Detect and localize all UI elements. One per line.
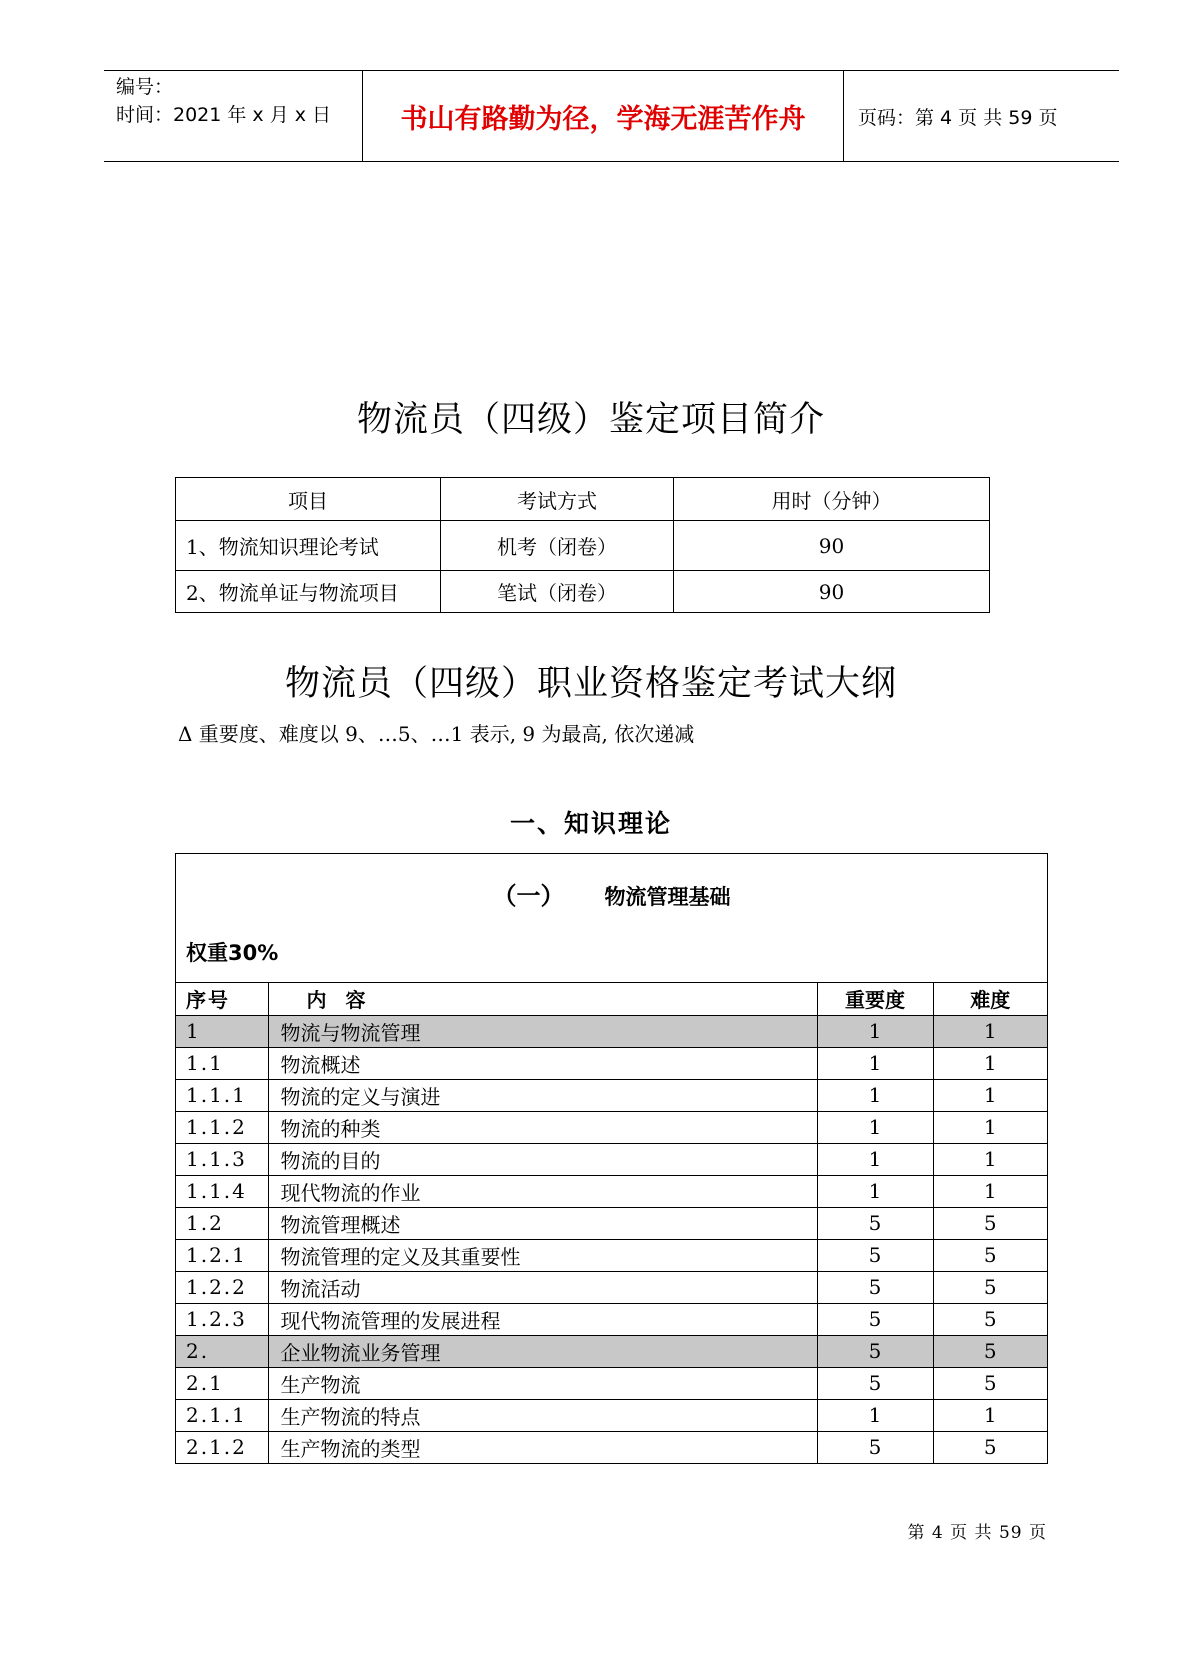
table-header-row — [176, 478, 990, 521]
table-row — [176, 1367, 1047, 1399]
table-row — [176, 1015, 1047, 1047]
exam-summary-table — [175, 477, 990, 613]
header-cell-difficulty: 难度 — [933, 983, 1047, 1015]
subsection-heading — [176, 876, 1047, 911]
row-importance-cell: 5 — [817, 1239, 933, 1271]
syllabus-table — [176, 983, 1047, 1463]
row-content-cell: 物流的定义与演进 — [268, 1079, 817, 1111]
row-content-cell: 企业物流业务管理 — [268, 1335, 817, 1367]
row-importance-cell: 1 — [817, 1111, 933, 1143]
row-difficulty-cell: 5 — [933, 1367, 1047, 1399]
row-importance-cell: 5 — [817, 1367, 933, 1399]
document-title: 物流员（四级）鉴定项目简介 — [356, 400, 825, 440]
row-importance-cell: 1 — [817, 1079, 933, 1111]
row-difficulty-cell: 1 — [933, 1143, 1047, 1175]
subsection-title: 物流管理基础 — [604, 885, 731, 909]
row-importance-cell: 5 — [817, 1303, 933, 1335]
row-content-cell: 物流活动 — [268, 1271, 817, 1303]
row-difficulty-cell: 5 — [933, 1207, 1047, 1239]
row-importance-cell: 1 — [817, 1015, 933, 1047]
header-page-info: 页码：第 4 页 共 59 页 — [858, 106, 1058, 129]
table-row — [176, 1111, 1047, 1143]
row-content-cell: 生产物流的类型 — [268, 1431, 817, 1463]
syllabus-box — [175, 853, 1048, 1464]
header-cell: 项目 — [176, 478, 441, 521]
table-cell: 2、物流单证与物流项目 — [176, 571, 441, 613]
row-number-cell: 1.1.2 — [176, 1111, 268, 1143]
document-date: 时间：2021 年 x 月 x 日 — [116, 104, 332, 126]
table-row — [176, 1047, 1047, 1079]
table-cell: 90 — [674, 521, 990, 571]
row-difficulty-cell: 1 — [933, 1175, 1047, 1207]
table-cell: 机考（闭卷） — [441, 521, 674, 571]
weight-label: 权重30% — [186, 941, 279, 965]
row-content-cell: 现代物流管理的发展进程 — [268, 1303, 817, 1335]
row-number-cell: 2.1.2 — [176, 1431, 268, 1463]
header-cell-number: 序号 — [176, 983, 268, 1015]
row-difficulty-cell: 1 — [933, 1111, 1047, 1143]
row-number-cell: 1.1.3 — [176, 1143, 268, 1175]
header-cell: 考试方式 — [441, 478, 674, 521]
subsection-number: （一） — [492, 882, 565, 910]
table-cell: 90 — [674, 571, 990, 613]
row-content-cell: 物流的种类 — [268, 1111, 817, 1143]
row-importance-cell: 5 — [817, 1271, 933, 1303]
row-number-cell: 1.2.1 — [176, 1239, 268, 1271]
row-number-cell: 1.1.1 — [176, 1079, 268, 1111]
row-number-cell: 1.2.2 — [176, 1271, 268, 1303]
row-content-cell: 现代物流的作业 — [268, 1175, 817, 1207]
table-row — [176, 571, 990, 613]
row-content-cell: 生产物流 — [268, 1367, 817, 1399]
row-content-cell: 物流与物流管理 — [268, 1015, 817, 1047]
row-number-cell: 2. — [176, 1335, 268, 1367]
row-importance-cell: 1 — [817, 1047, 933, 1079]
row-number-cell: 1 — [176, 1015, 268, 1047]
row-importance-cell: 5 — [817, 1431, 933, 1463]
row-difficulty-cell: 1 — [933, 1047, 1047, 1079]
row-difficulty-cell: 1 — [933, 1079, 1047, 1111]
row-number-cell: 2.1.1 — [176, 1399, 268, 1431]
table-row — [176, 1335, 1047, 1367]
table-row — [176, 1175, 1047, 1207]
row-content-cell: 物流管理概述 — [268, 1207, 817, 1239]
row-content-cell: 物流概述 — [268, 1047, 817, 1079]
row-importance-cell: 5 — [817, 1207, 933, 1239]
table-row — [176, 1431, 1047, 1463]
row-content-cell: 物流管理的定义及其重要性 — [268, 1239, 817, 1271]
row-difficulty-cell: 5 — [983, 1435, 997, 1460]
section-heading: 一、知识理论 — [509, 809, 672, 838]
table-row — [176, 1079, 1047, 1111]
row-difficulty-cell: 5 — [933, 1335, 1047, 1367]
row-importance-cell: 5 — [817, 1335, 933, 1367]
syllabus-title: 物流员（四级）职业资格鉴定考试大纲 — [284, 664, 897, 704]
row-difficulty-cell: 5 — [933, 1271, 1047, 1303]
rating-note: Δ 重要度、难度以 9、…5、…1 表示, 9 为最高, 依次递减 — [178, 722, 695, 746]
document-number-label: 编号： — [116, 76, 174, 98]
row-difficulty-cell: 5 — [933, 1303, 1047, 1335]
row-content-cell: 物流的目的 — [268, 1143, 817, 1175]
header-cell-importance: 重要度 — [817, 983, 933, 1015]
row-content-cell: 生产物流的特点 — [268, 1399, 817, 1431]
row-importance-cell: 1 — [817, 1143, 933, 1175]
header-motto: 书山有路勤为径，学海无涯苦作舟 — [362, 71, 844, 161]
page-header — [104, 70, 1119, 162]
table-cell: 1、物流知识理论考试 — [176, 521, 441, 571]
table-row — [176, 1143, 1047, 1175]
syllabus-box-header — [176, 854, 1047, 983]
table-cell: 笔试（闭卷） — [441, 571, 674, 613]
table-row — [176, 1303, 1047, 1335]
row-importance-cell: 1 — [817, 1175, 933, 1207]
row-number-cell: 1.1 — [176, 1047, 268, 1079]
header-cell: 用时（分钟） — [674, 478, 990, 521]
table-row — [176, 1271, 1047, 1303]
row-difficulty-cell: 1 — [933, 1399, 1047, 1431]
row-importance-cell: 1 — [817, 1399, 933, 1431]
page-footer: 第 4 页 共 59 页 — [907, 1523, 1047, 1543]
table-row — [176, 1239, 1047, 1271]
row-number-cell: 1.2 — [176, 1207, 268, 1239]
header-cell-content: 内 容 — [268, 983, 817, 1015]
table-row — [176, 1207, 1047, 1239]
row-difficulty-cell: 1 — [933, 1015, 1047, 1047]
table-row — [176, 521, 990, 571]
row-difficulty-cell: 5 — [933, 1239, 1047, 1271]
table-header-row — [176, 983, 1047, 1015]
row-number-cell: 1.2.3 — [176, 1303, 268, 1335]
row-number-cell: 1.1.4 — [176, 1175, 268, 1207]
row-number-cell: 2.1 — [176, 1367, 268, 1399]
header-meta — [104, 71, 362, 161]
table-row — [176, 1399, 1047, 1431]
